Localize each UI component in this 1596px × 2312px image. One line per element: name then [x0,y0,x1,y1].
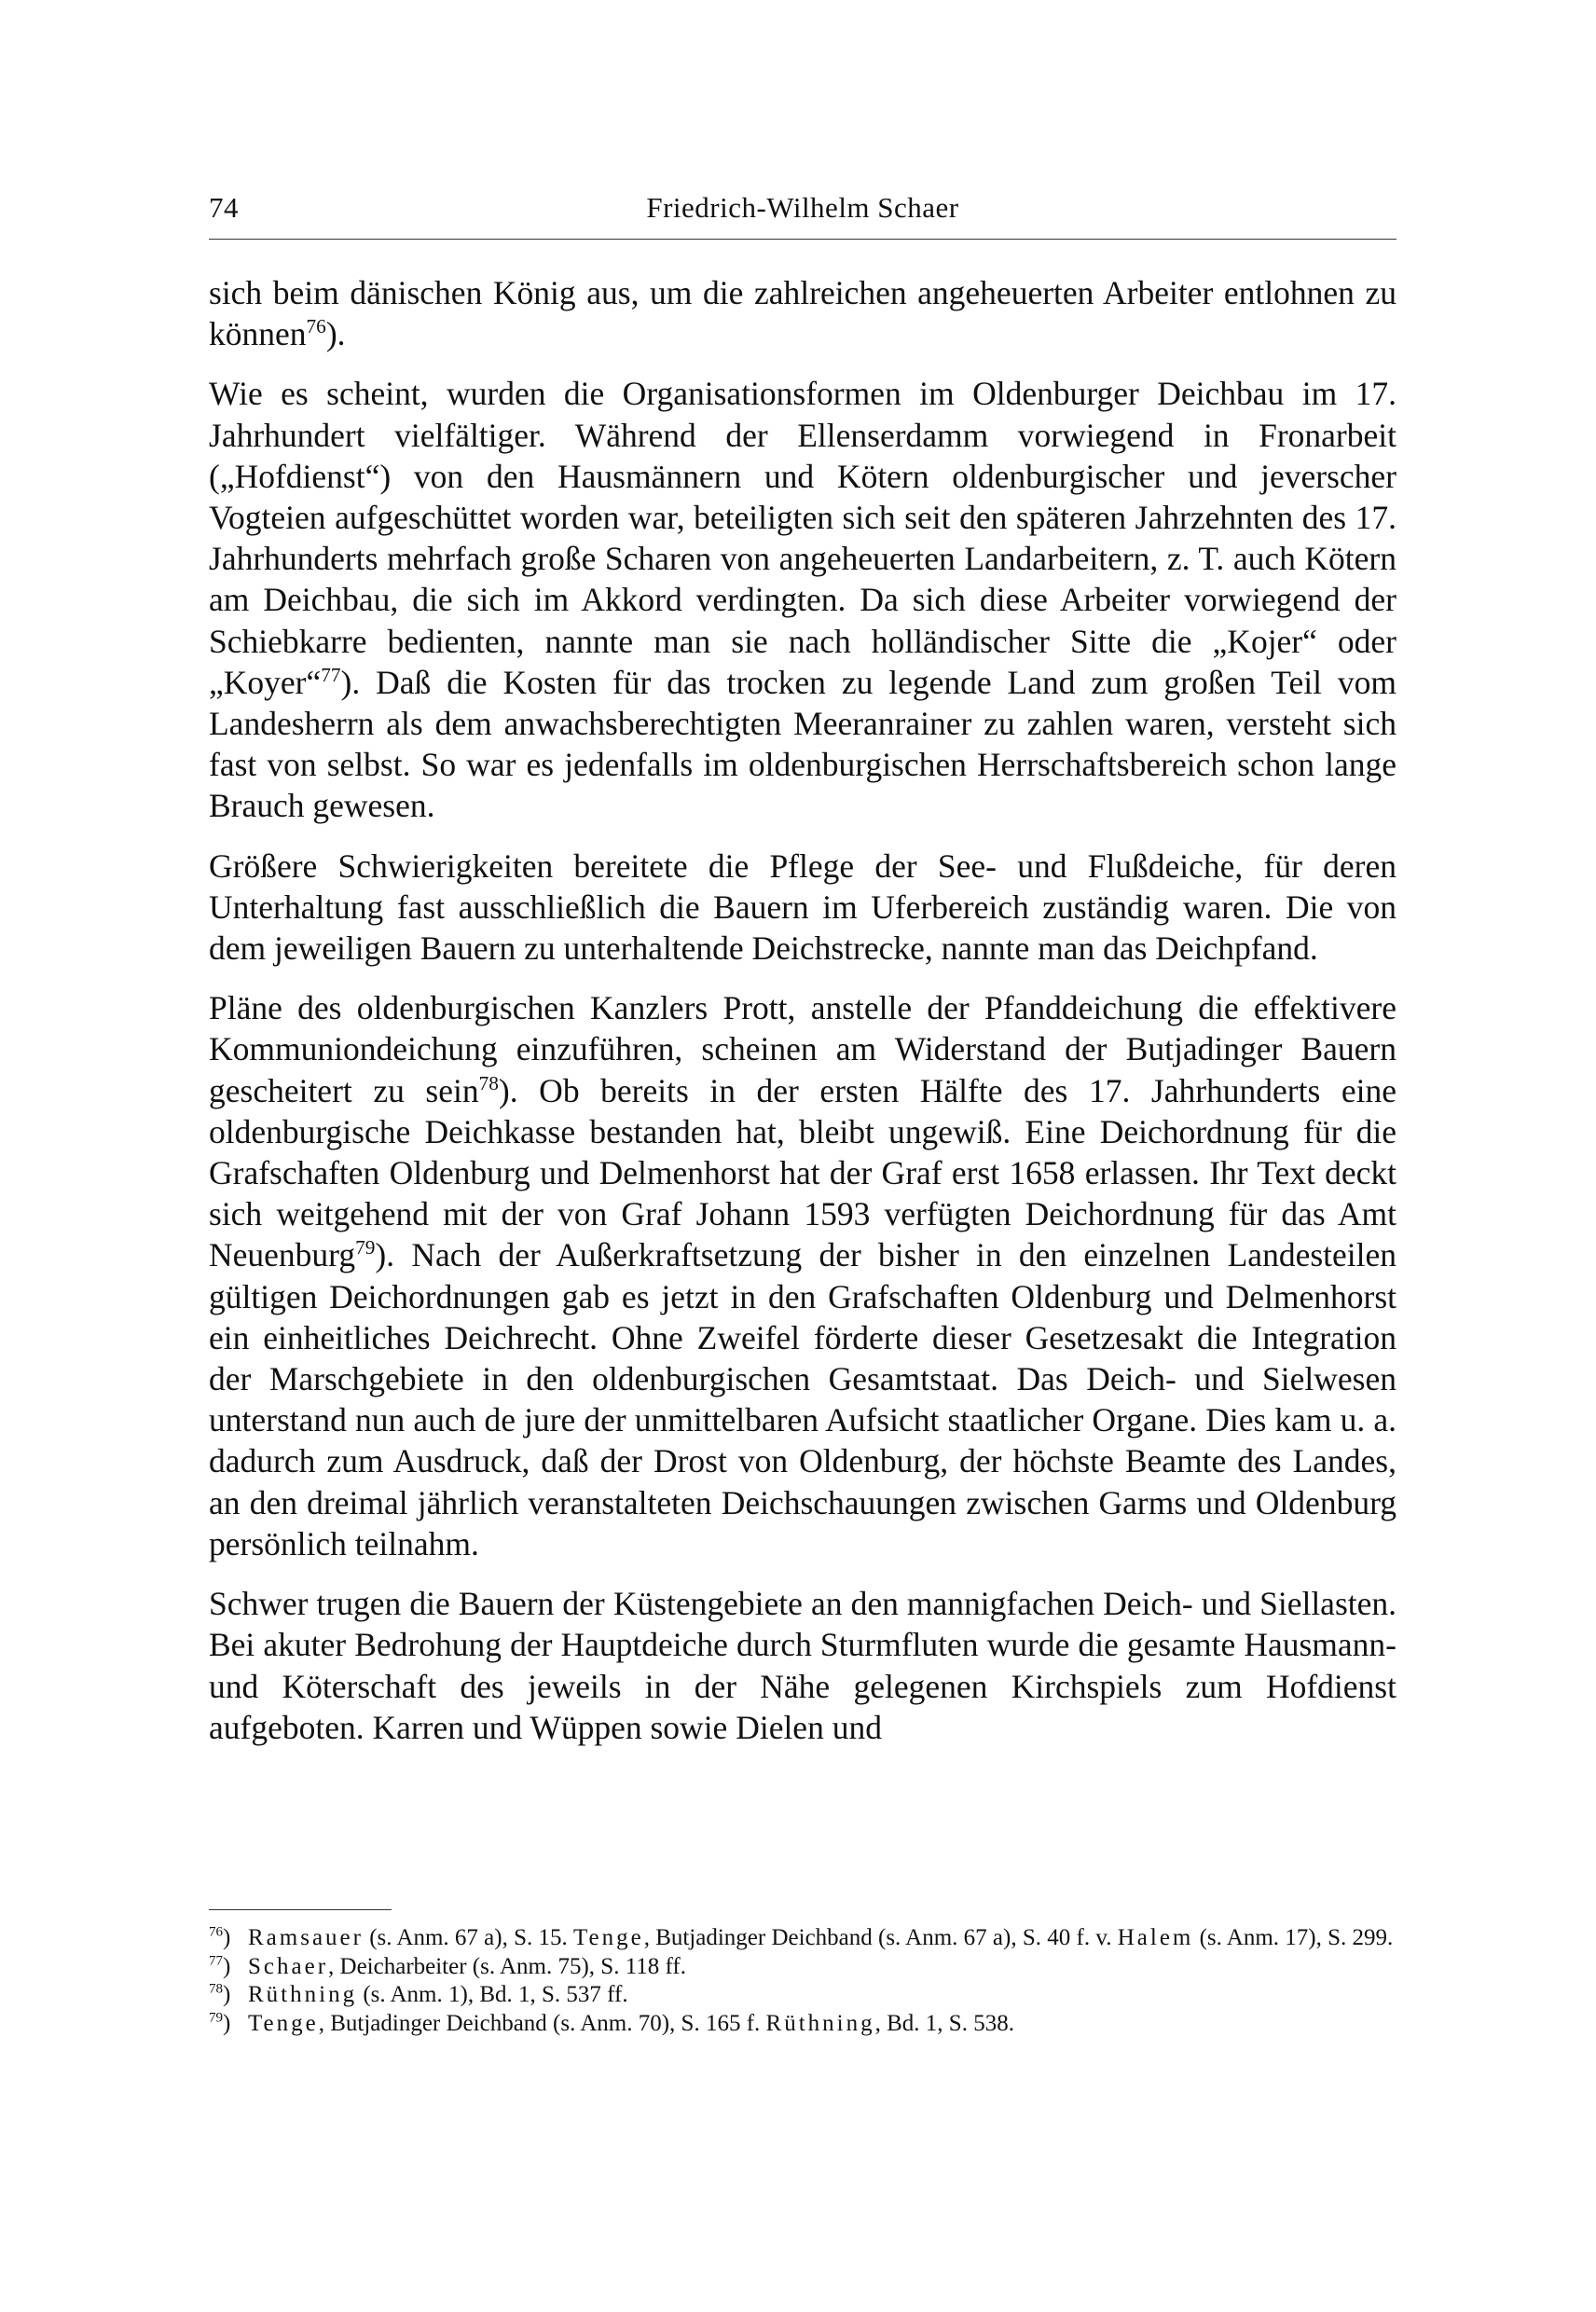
paragraph-3-text-a: Größere Schwierigkeiten bereitete die Pflege der See- und Flußdeiche, für deren Unterhaltung fast ausschließlich die Bauern im Uferbereich zuständig waren. Die von dem jeweiligen Bauern zu unterhaltende Deichstrecke, nannte man das Deichpfand. [209,846,1396,968]
footnote-author: Schaer [248,1953,329,1979]
footnote-76 [209,1924,1396,1953]
footnote-number: 77 [209,1953,223,1969]
paragraph-3 [209,846,1396,970]
footnote-citation: , Deicharbeiter (s. Anm. 75), S. 118 ff. [328,1953,686,1979]
paragraph-2-text-b: ). Daß die Kosten für das trocken zu legende Land zum großen Teil vom Landesherrn als dem anwachsberechtigten Meeranrainer zu zahlen waren, versteht sich fast von selbst. So war es jedenfalls im oldenburgischen Herrschaftsbereich schon lange Brauch gewesen. [209,663,1396,825]
footnote-author: Rüthning [765,2010,875,2036]
body-text [209,272,1396,1767]
footnote-text [248,1981,1396,2010]
footnote-number: 79 [209,2010,223,2026]
footnote-citation: (s. Anm. 1), Bd. 1, S. 537 ff. [357,1982,628,2007]
paragraph-5 [209,1583,1396,1748]
paragraph-1-text-b: ). [325,315,346,353]
footnote-ref-79: 79 [355,1236,376,1259]
footnote-citation: , Bd. 1, S. 538. [874,2010,1014,2036]
footnote-ref-77: 77 [321,664,341,686]
page-number: 74 [209,191,239,224]
running-title: Friedrich-Wilhelm Schaer [646,191,959,224]
footnote-text [248,1953,1396,1982]
footnote-citation: (s. Anm. 67 a), S. 15. [363,1925,573,1950]
footnote-rule [209,1909,392,1910]
footnote-mark: $^{78}$) [209,1981,231,2007]
footnote-number: 78 [209,1981,223,1997]
running-header [209,191,1396,236]
footnote-mark: $^{77}$) [209,1953,231,1979]
footnote-79 [209,2010,1396,2039]
paragraph-2 [209,373,1396,826]
footnote-author: Rüthning [248,1982,358,2007]
footnote-author: Ramsauer [248,1925,364,1950]
paragraph-2-text-a: Wie es scheint, wurden die Organisationsformen im Oldenburger Deichbau im 17. Jahrhundert vielfältiger. Während der Ellenserdamm vorwiegend in Fronarbeit („Hofdienst“) von den Hausmännern und Kötern oldenburgischer und jeverscher Vogteien aufgeschüttet worden war, beteiligten sich seit den späteren Jahrzehnten des 17. Jahrhunderts mehrfach große Scharen von angeheuerten Landarbeitern, z. T. auch Kötern am Deichbau, die sich im Akkord verdingten. Da sich diese Arbeiter vorwiegend der Schiebkarre bedienten, nannte man sie nach holländischer Sitte die „Kojer“ oder „Koyer“ [209,375,1396,701]
paragraph-4-text-a: Pläne des oldenburgischen Kanzlers Prott, anstelle der Pfanddeichung die effektivere Kommuniondeichung einzuführen, scheinen am Widerstand der Butjadinger Bauern gescheitert zu sein [209,989,1396,1109]
footnote-author: Halem [1117,1925,1194,1950]
footnote-author: Tenge [572,1925,644,1950]
footnote-text [248,2010,1396,2039]
footnote-text [248,1924,1396,1953]
footnote-78 [209,1981,1396,2010]
footnote-citation: , Butjadinger Deichband (s. Anm. 70), S. 165 f. [318,2010,766,2036]
paragraph-1-text-a: sich beim dänischen König aus, um die zahlreichen angeheuerten Arbeiter entlohnen zu können [209,274,1396,353]
footnote-ref-76: 76 [306,315,326,338]
paragraph-4-text-c: ). Nach der Außerkraftsetzung der bisher in den einzelnen Landesteilen gültigen Deichordnungen gab es jetzt in den Grafschaften Oldenburg und Delmenhorst ein einheitliches Deichrecht. Ohne Zweifel förderte dieser Gesetzesakt die Integration der Marschgebiete in den oldenburgischen Gesamtstaat. Das Deich- und Sielwesen unterstand nun auch de jure der unmittelbaren Aufsicht staatlicher Organe. Dies kam u. a. dadurch zum Ausdruck, daß der Drost von Oldenburg, der höchste Beamte des Landes, an den dreimal jährlich veranstalteten Deichschauungen zwischen Garms und Oldenburg persönlich teilnahm. [209,1236,1396,1562]
book-page [209,0,1396,2312]
footnote-number: 76 [209,1924,223,1940]
paragraph-1 [209,272,1396,354]
paragraph-4-text-b: ). Ob bereits in der ersten Hälfte des 17. Jahrhunderts eine oldenburgische Deichkasse bestanden hat, bleibt ungewiß. Eine Deichordnung für die Grafschaften Oldenburg und Delmenhorst hat der Graf erst 1658 erlassen. Ihr Text deckt sich weitgehend mit der von Graf Johann 1593 verfügten Deichordnung für das Amt Neuenburg [209,1071,1396,1274]
footnote-77 [209,1953,1396,1982]
paragraph-5-text-a: Schwer trugen die Bauern der Küstengebiete an den mannigfachen Deich- und Siellasten. Bei akuter Bedrohung der Hauptdeiche durch Sturmfluten wurde die gesamte Hausmann- und Köterschaft des jeweils in der Nähe gelegenen Kirchspiels zum Hofdienst aufgeboten. Karren und Wüppen sowie Dielen und [209,1585,1396,1746]
footnote-mark: $^{76}$) [209,1924,231,1950]
header-rule [209,239,1396,240]
footnote-mark: $^{79}$) [209,2010,231,2036]
footnote-citation: , Butjadinger Deichband (s. Anm. 67 a), S. 40 f. v. [643,1925,1118,1950]
footnote-author: Tenge [248,2010,319,2036]
footnote-citation: (s. Anm. 17), S. 299. [1193,1925,1394,1950]
footnotes [209,1924,1396,2038]
footnote-ref-78: 78 [478,1071,499,1094]
paragraph-4 [209,987,1396,1564]
